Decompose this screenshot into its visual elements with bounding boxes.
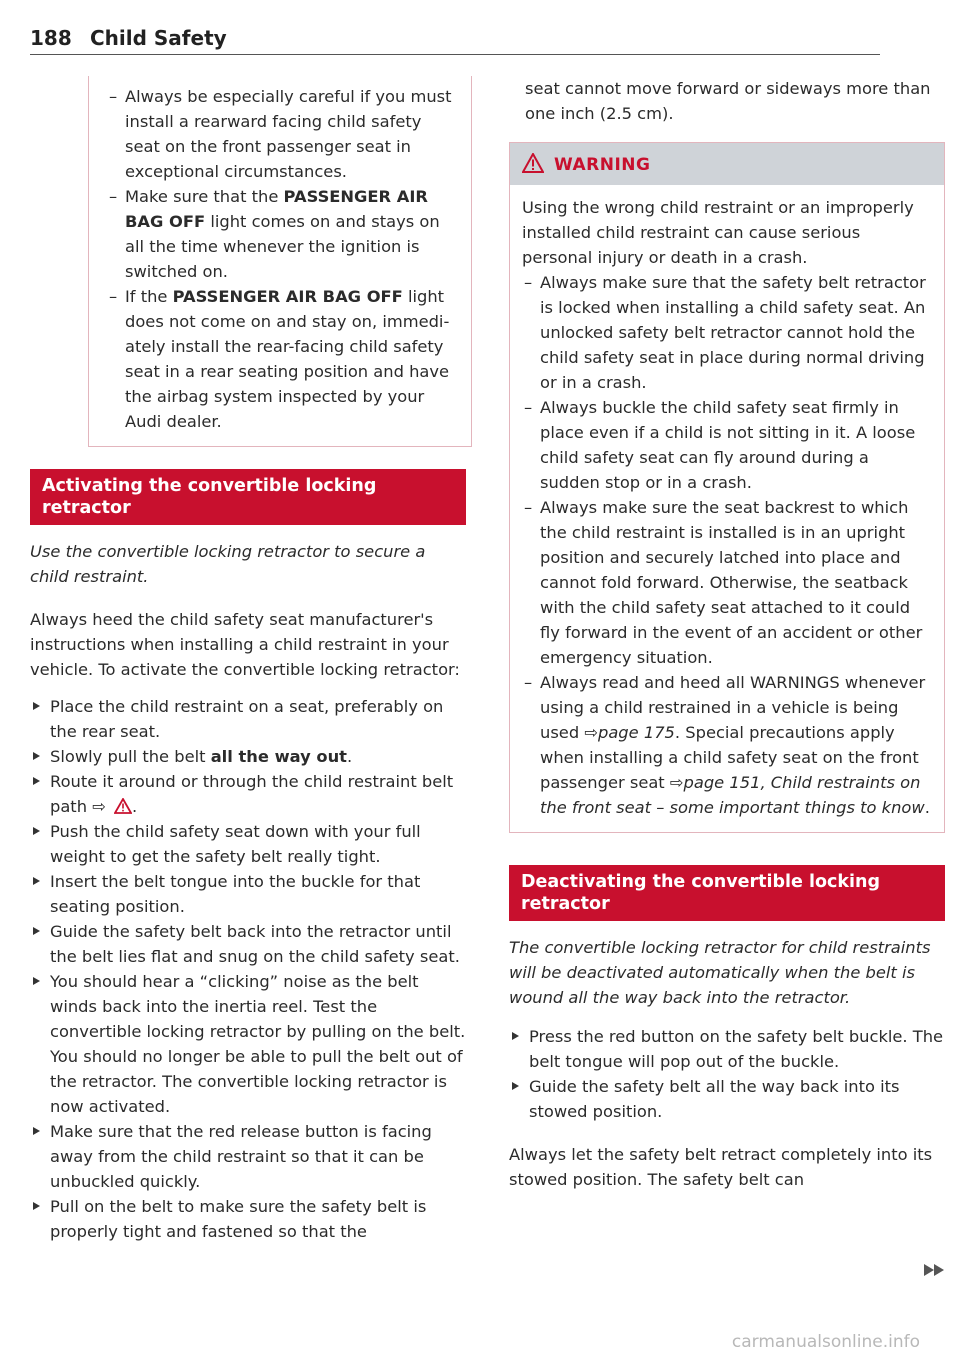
section-heading-deactivating: Deactivating the convertible locking retractor [509, 865, 945, 921]
list-item: – Always make sure that the safety belt retractor is locked when installing a child safety seat. An unlocked safety belt retractor cannot hold the child safety seat in place during normal driving or in a crash. [522, 270, 932, 395]
continued-step-text: seat cannot move forward or sideways more than one inch (2.5 cm). [525, 79, 931, 123]
warning-label: WARNING [554, 155, 651, 175]
list-item: Pull on the belt to make sure the safety belt is properly tight and fastened so that the [30, 1194, 466, 1244]
section-heading-activating: Activating the convertible locking retractor [30, 469, 466, 525]
page-reference-arrow-icon: ⇨ [92, 797, 106, 816]
list-item: Guide the safety belt all the way back into its stowed position. [509, 1074, 945, 1124]
warning-triangle-icon[interactable] [114, 798, 132, 814]
page-reference-arrow-icon: ⇨ [669, 773, 684, 792]
section-intro: Use the convertible locking retractor to secure a child restraint. [30, 542, 426, 586]
right-column [509, 76, 945, 1192]
left-column [30, 76, 466, 1244]
list-item: You should hear a “clicking” noise as the belt winds back into the inertia reel. Test the convertible locking retractor by pulling on the belt. You should no longer be able to pull the belt out of the retractor. The convertible locking retractor is now activated. [30, 969, 466, 1119]
list-item: Place the child restraint on a seat, preferably on the rear seat. [30, 694, 466, 744]
activation-steps [30, 694, 466, 1244]
warning-header [510, 143, 944, 185]
watermark: carmanualsonline.info [731, 1332, 920, 1352]
list-item: Guide the safety belt back into the retractor until the belt lies flat and snug on the child safety seat. [30, 919, 466, 969]
list-item: Slowly pull the belt all the way out. [30, 744, 466, 769]
page-reference-arrow-icon: ⇨ [584, 723, 598, 742]
list-item: – If the PASSENGER AIR BAG OFF light does not come on and stay on, immediately install the rear-facing child safety seat in a rear seating position and have the airbag system inspected by your Audi dealer. [107, 284, 453, 434]
list-item: – Always buckle the child safety seat firmly in place even if a child is not sitting in it. A loose child safety seat can fly around during a sudden stop or in a crash. [522, 395, 932, 495]
section-intro: The convertible locking retractor for child restraints will be deactivated automatically when the belt is wound all the way back into the retractor. [509, 938, 931, 1007]
warning-box [509, 142, 945, 833]
continue-arrow-icon [924, 1264, 934, 1276]
list-item: – Always be especially careful if you must install a rearward facing child safety seat on the front passenger seat in exceptional circumstances. [107, 84, 453, 184]
body-paragraph: Always let the safety belt retract completely into its stowed position. The safety belt can [509, 1145, 933, 1189]
page-reference-link[interactable]: page 175 [598, 723, 675, 742]
list-item: Press the red button on the safety belt buckle. The belt tongue will pop out of the buckle. [509, 1024, 945, 1074]
page-number: 188 [30, 26, 72, 50]
deactivation-steps [509, 1024, 945, 1124]
section-title: Child Safety [90, 26, 227, 50]
continue-arrow-icon [934, 1264, 944, 1276]
warning-body [510, 185, 944, 832]
body-paragraph: Always heed the child safety seat manufacturer's instructions when installing a child restraint in your vehicle. To activate the convertible locking retractor: [30, 610, 460, 679]
warning-continuation-box [88, 76, 472, 447]
list-item: Insert the belt tongue into the buckle for that seating position. [30, 869, 466, 919]
list-item: – Make sure that the PASSENGER AIR BAG OFF light comes on and stays on all the time whenever the ignition is switched on. [107, 184, 453, 284]
page-header [30, 24, 880, 55]
list-item: Make sure that the red release button is facing away from the child restraint so that it can be unbuckled quickly. [30, 1119, 466, 1194]
page-reference-link[interactable]: page 151, Child restraints on the front seat – some important things to know [540, 773, 925, 817]
warning-lead: Using the wrong child restraint or an improperly installed child restraint can cause serious personal injury or death in a crash. [522, 198, 914, 267]
list-item: Route it around or through the child restraint belt path ⇨ . [30, 769, 466, 819]
list-item: – Always make sure the seat backrest to which the child restraint is installed is in an upright position and securely latched into place and cannot fold forward. Otherwise, the seatback with the child safety seat attached to it could fly forward in the event of an accident or other emergency situation. [522, 495, 932, 670]
warning-triangle-icon [522, 153, 544, 173]
list-item: – Always read and heed all WARNINGS whenever using a child restrained in a vehicle is being used ⇨page 175. Special precautions apply when installing a child safety seat on the front passenger seat ⇨page 151, Child restraints on the front seat – some important things to know. [522, 670, 932, 820]
list-item: Push the child safety seat down with your full weight to get the safety belt really tight. [30, 819, 466, 869]
